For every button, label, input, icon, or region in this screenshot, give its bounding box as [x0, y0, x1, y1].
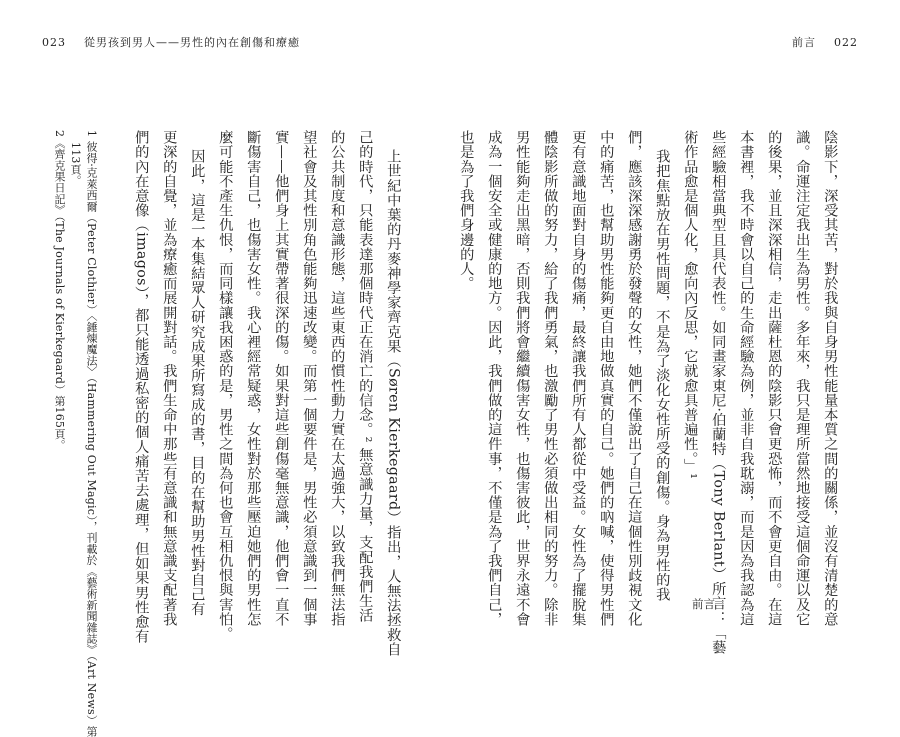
body-line: 們的內在意像（imagos），都只能透過私密的個人痛苦去處理，但如果男性愈有 [133, 130, 150, 644]
body-line: 因此，這是一本集結眾人研究成果所寫成的書，目的在幫助男性對自己有 [189, 149, 206, 617]
body-line: 本書裡，我不時會以自己的生命經驗為例，並非自我耽溺，而是因為我認為這 [738, 130, 755, 627]
body-line: 男性能夠走出黑暗，否則我們將會繼續傷害女性，也傷害彼此，世界永遠不會 [514, 130, 531, 627]
left-page-number: 023 [42, 36, 66, 49]
footnote: 1 彼得·克萊西爾（Peter Clothier）〈錘煉魔法〉（Hammering Out Magic），刊載於《藝術新聞雜誌》（Art News）第 [85, 130, 98, 737]
right-running-title: 前言 [792, 36, 816, 49]
footnote: 2《齊克果日記》（The Journals of Kierkegaard）第165頁。 [53, 130, 66, 451]
body-line: 些經驗相當典型且具代表性。如同畫家東尼·伯蘭特（Tony Berlant）所言：「藝 [710, 130, 727, 655]
body-line: 成為一個安全或健康的地方。因此，我們做的這件事，不僅是為了我們自己， [486, 130, 503, 627]
body-line: 們，應該深深感謝勇於發聲的女性，她們不僅說出了自己在這個性別歧視文化 [626, 130, 643, 627]
body-line: 識。命運注定我出生為男性。多年來，我只是理所當然地接受這個命運以及它 [794, 130, 811, 627]
body-line: 望社會及其性別角色能夠迅速改變。而第一個要件是，男性必須意識到一個事 [301, 130, 318, 627]
body-line: 陰影下，深受其苦，對於我與自身男性能量本質之間的關係，並沒有清楚的意 [822, 130, 839, 627]
footnote-continuation: 113頁。 [69, 142, 82, 186]
body-line: 更深的自覺，並為療癒而展開對話。我們生命中那些有意識和無意識支配著我 [161, 130, 178, 627]
body-line: 上世紀中葉的丹麥神學家齊克果（Søren Kierkegaard）指出，人無法拯救自 [385, 149, 402, 657]
body-line: 實——他們身上其實帶著很深的傷。如果對這些創傷毫無意識，他們會一直不 [273, 130, 290, 627]
body-line: 麼可能不產生仇恨，而同樣讓我困惑的是，男性之間為何也會互相仇恨與害怕。 [217, 130, 234, 641]
body-line: 體陰影所做的努力，給了我們勇氣，也激勵了男性必須做出相同的努力。除非 [542, 130, 559, 627]
body-line: 也是為了我們身邊的人。 [458, 130, 475, 291]
right-page-number: 022 [834, 36, 858, 49]
body-line: 的後果，並且深深相信，走出薩杜恩的陰影只會更恐怖，而不會更自由。在這 [766, 130, 783, 627]
body-line: 斷傷害自己，也傷害女性。我心裡經常疑惑，女性對於那些壓迫她們的男性怎 [245, 130, 262, 627]
body-line: 中的痛苦，也幫助男性能夠更自由地做真實的自己。她們的吶喊，使得男性們 [598, 130, 615, 627]
body-line: 的公共制度和意識形態，這些東西的慣性動力實在太過強大，以致我們無法指 [329, 130, 346, 627]
page-footer-label: 前言 [692, 597, 715, 611]
right-page [450, 0, 900, 655]
left-running-title: 從男孩到男人——男性的內在創傷和療癒 [84, 36, 300, 49]
body-line: 我把焦點放在男性問題，不是為了淡化女性所受的創傷。身為男性的我 [654, 149, 671, 602]
body-line: 己的時代，只能表達那個時代正在消亡的信念。² 無意識力量，支配我們生活 [357, 130, 374, 623]
body-line: 術作品愈是個人化，愈向內反思，它就愈具普遍性。」¹ [682, 130, 699, 480]
body-line: 更有意識地面對自身的傷痛，最終讓我們所有人都從中受益。女性為了擺脫集 [570, 130, 587, 627]
